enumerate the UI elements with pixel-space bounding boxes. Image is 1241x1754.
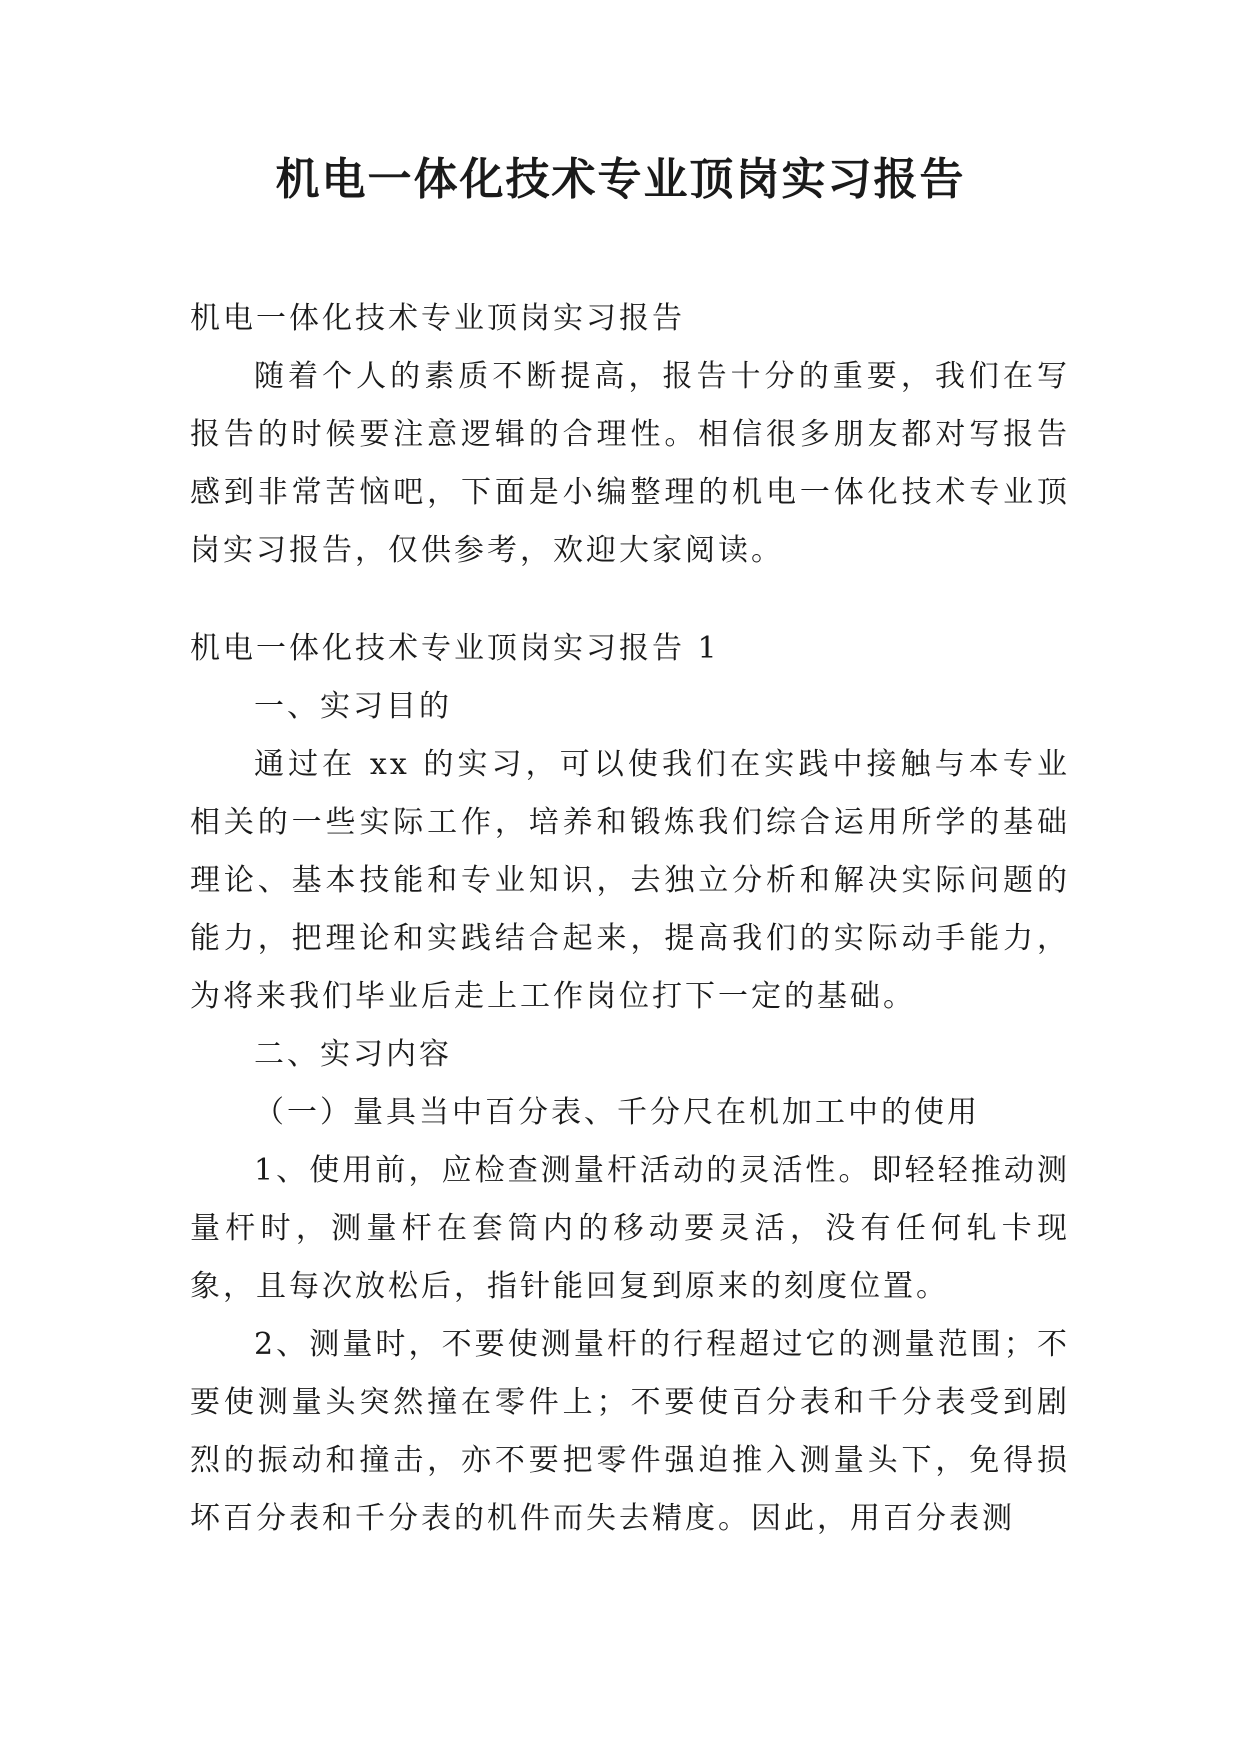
part1-heading: 一、实习目的 (254, 689, 452, 724)
item2-paragraph: 2、测量时，不要使测量杆的行程超过它的测量范围；不要使测量头突然撞在零件上；不要使百分表和千分表受到剧烈的振动和撞击，亦不要把零件强迫推入测量头下，免得损坏百分表和千分表的机件而失去精度。因此，用百分表测 (190, 1327, 1070, 1536)
document-body (190, 290, 1070, 1548)
part1-paragraph: 通过在 xx 的实习，可以使我们在实践中接触与本专业相关的一些实际工作，培养和锻炼我们综合运用所学的基础理论、基本技能和专业知识，去独立分析和解决实际问题的能力，把理论和实践结合起来，提高我们的实际动手能力，为将来我们毕业后走上工作岗位打下一定的基础。 (190, 747, 1070, 1014)
part2-heading: 二、实习内容 (254, 1037, 452, 1072)
section-heading: 机电一体化技术专业顶岗实习报告 1 (190, 631, 720, 666)
item1-paragraph: 1、使用前，应检查测量杆活动的灵活性。即轻轻推动测量杆时，测量杆在套筒内的移动要灵活，没有任何轧卡现象，且每次放松后，指针能回复到原来的刻度位置。 (190, 1153, 1070, 1304)
part2-subheading: （一）量具当中百分表、千分尺在机加工中的使用 (254, 1095, 980, 1130)
section-spacer (190, 580, 1070, 620)
document-title: 机电一体化技术专业顶岗实习报告 (275, 154, 966, 205)
document-subtitle: 机电一体化技术专业顶岗实习报告 (190, 301, 685, 336)
intro-paragraph: 随着个人的素质不断提高，报告十分的重要，我们在写报告的时候要注意逻辑的合理性。相信很多朋友都对写报告感到非常苦恼吧，下面是小编整理的机电一体化技术专业顶岗实习报告，仅供参考，欢迎大家阅读。 (190, 359, 1070, 568)
